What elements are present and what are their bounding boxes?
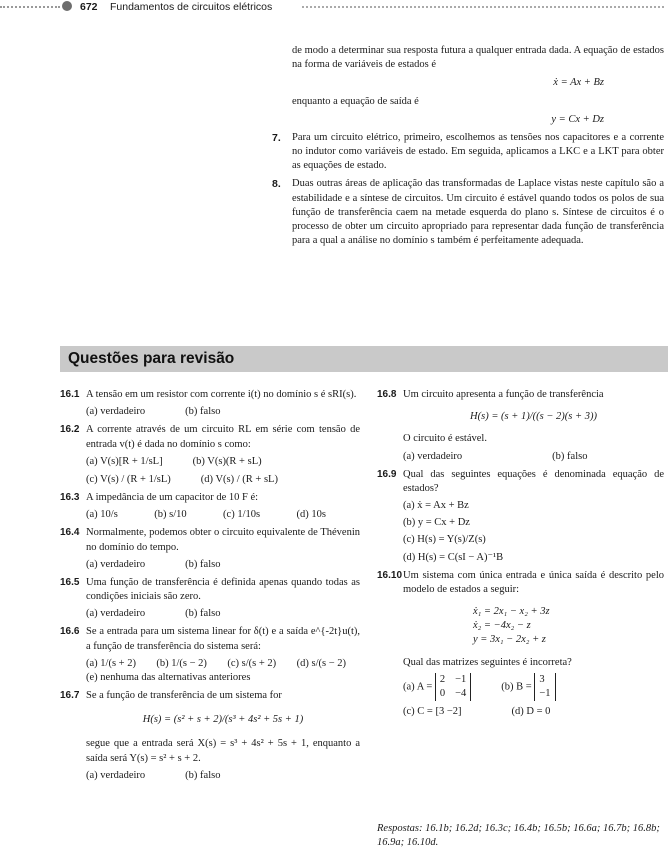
header-bullet-icon (62, 1, 72, 11)
section-title: Questões para revisão (68, 350, 235, 367)
question-16-9: 16.9 Qual das seguintes equações é denominada equação de estados? (a) ẋ = Ax + Bz (b) y = Cx + Dz (c) H(s) = Y(s)/Z(s) (d) H(s) = C(sI − A)⁻¹B (377, 468, 664, 565)
option-a: (a) verdadeiro (403, 450, 463, 462)
option-b: (b) falso (185, 608, 221, 620)
option-a: (a) 10/s (86, 509, 118, 521)
section-band (60, 346, 668, 372)
matrix-a: 2 −1 0 −4 (435, 673, 471, 701)
answers: Respostas: 16.1b; 16.2d; 16.3c; 16.4b; 16.5b; 16.6a; 16.7b; 16.8b; 16.9a; 16.10d. (377, 823, 660, 849)
option-d: (d) V(s) / (R + sL) (200, 473, 278, 485)
option-d: (d) s/(s − 2) (296, 657, 346, 669)
question-16-10: 16.10 Um sistema com única entrada e única saída é descrito pelo modelo de estados a seguir: ẋ₁ = 2x₁ − x₂ + 3z ẋ₂ = −4x₂ − z y = 3x₁ − 2x₂ + z Qual das matrizes seguintes é incorreta? (a) A = 2 −1 0 −4 (b) B = 3 −1 (c) C = [3 −2] (d) D = 0 (377, 569, 664, 720)
option-e: (e) nenhuma das alternativas anteriores (86, 671, 251, 683)
right-column (377, 388, 664, 723)
transfer-function: H(s) = (s² + s + 2)/(s³ + 4s² + 5s + 1) (142, 714, 304, 726)
option-b: (b) falso (552, 450, 588, 462)
left-column (60, 388, 360, 787)
option-a: (a) verdadeiro (86, 558, 146, 570)
option-c: (c) C = [3 −2] (403, 706, 462, 718)
option-b: (b) B = 3 −1 (501, 673, 555, 701)
option-b: (b) falso (185, 558, 221, 570)
option-d: (d) D = 0 (511, 706, 551, 718)
page-number: 672 (80, 1, 98, 13)
question-16-3: 16.3 A impedância de um capacitor de 10 F é: (a) 10/s (b) s/10 (c) 1/10s (d) 10s (60, 491, 360, 522)
running-title: Fundamentos de circuitos elétricos (110, 1, 273, 13)
summary-item-7: 7. Para um circuito elétrico, primeiro, escolhemos as tensões nos capacitores e a corrente no indutor como variáveis de estado. Em seguida, aplicamos a LKC e a LKT para obter as equações de estado. (272, 131, 664, 172)
option-b: (b) s/10 (154, 509, 187, 521)
option-a: (a) A = 2 −1 0 −4 (403, 673, 471, 701)
option-a: (a) V(s)[R + 1/sL] (86, 455, 163, 467)
matrix-b: 3 −1 (534, 673, 555, 701)
option-a: (a) verdadeiro (86, 406, 146, 418)
summary-block (272, 44, 664, 248)
header-dots (0, 6, 60, 8)
option-c: (c) 1/10s (223, 509, 261, 521)
option-b: (b) falso (185, 769, 221, 781)
header-rule (302, 6, 664, 8)
option-a: (a) 1/(s + 2) (86, 657, 136, 669)
option-a: (a) ẋ = Ax + Bz (403, 500, 469, 512)
question-16-6: 16.6 Se a entrada para um sistema linear for δ(t) e a saída e^{-2t}u(t), a função de transferência do sistema será: (a) 1/(s + 2) (b) 1/(s − 2) (c) s/(s + 2) (d) s/(s − 2) (e) nenhuma das alternativas anteriores (60, 625, 360, 685)
transfer-function: H(s) = (s + 1)/((s − 2)(s + 3)) (470, 411, 597, 423)
summary-p2: enquanto a equação de saída é (292, 95, 419, 107)
option-c: (c) s/(s + 2) (227, 657, 277, 669)
output-equation: y = Cx + Dz (551, 113, 604, 125)
state-equation: ẋ = Ax + Bz (553, 77, 604, 89)
option-b: (b) falso (185, 406, 221, 418)
option-b: (b) y = Cx + Dz (403, 517, 470, 529)
summary-p1: de modo a determinar sua resposta futura a qualquer entrada dada. A equação de estados na forma de variáveis de estados é (292, 45, 664, 71)
option-c: (c) V(s) / (R + 1/sL) (86, 473, 171, 485)
question-16-7: 16.7 Se a função de transferência de um sistema for H(s) = (s² + s + 2)/(s³ + 4s² + 5s + 1) segue que a entrada será X(s) = s³ + 4s² + 5s + 1, enquanto a saída será Y(s) = s² + s + 2. (a) verdadeiro (b) falso (60, 689, 360, 783)
question-16-5: 16.5 Uma função de transferência é definida apenas quando todas as condições iniciais são zero. (a) verdadeiro (b) falso (60, 576, 360, 622)
question-16-4: 16.4 Normalmente, podemos obter o circuito equivalente de Thévenin no domínio do tempo. (a) verdadeiro (b) falso (60, 526, 360, 572)
summary-item-8: 8. Duas outras áreas de aplicação das transformadas de Laplace vistas neste capítulo são a estabilidade e a síntese de circuitos. Um circuito é estável quando todos os polos de sua função de transferência caem na metade esquerda do plano s. Síntese de circuitos é o processo de obter um circuito apropriado para representar dada função de transferência para a qual a análise no domínio s também é perfeitamente adequada. (272, 178, 664, 247)
state-model: ẋ₁ = 2x₁ − x₂ + 3z ẋ₂ = −4x₂ − z y = 3x₁ − 2x₂ + z (473, 606, 550, 646)
option-d: (d) H(s) = C(sI − A)⁻¹B (403, 551, 504, 563)
option-d: (d) 10s (296, 509, 326, 521)
option-b: (b) V(s)(R + sL) (192, 455, 262, 467)
page-header (0, 0, 668, 14)
option-a: (a) verdadeiro (86, 769, 146, 781)
option-a: (a) verdadeiro (86, 608, 146, 620)
question-16-2: 16.2 A corrente através de um circuito RL em série com tensão de entrada v(t) é dada no domínio s como: (a) V(s)[R + 1/sL] (b) V(s)(R + sL) (c) V(s) / (R + 1/sL) (d) V(s) / (R + sL) (60, 423, 360, 487)
question-16-8: 16.8 Um circuito apresenta a função de transferência H(s) = (s + 1)/((s − 2)(s + 3)) O circuito é estável. (a) verdadeiro (b) falso (377, 388, 664, 464)
option-b: (b) 1/(s − 2) (156, 657, 207, 669)
option-c: (c) H(s) = Y(s)/Z(s) (403, 534, 486, 546)
question-16-1: 16.1 A tensão em um resistor com corrente i(t) no domínio s é sRI(s). (a) verdadeiro (b) falso (60, 388, 360, 419)
